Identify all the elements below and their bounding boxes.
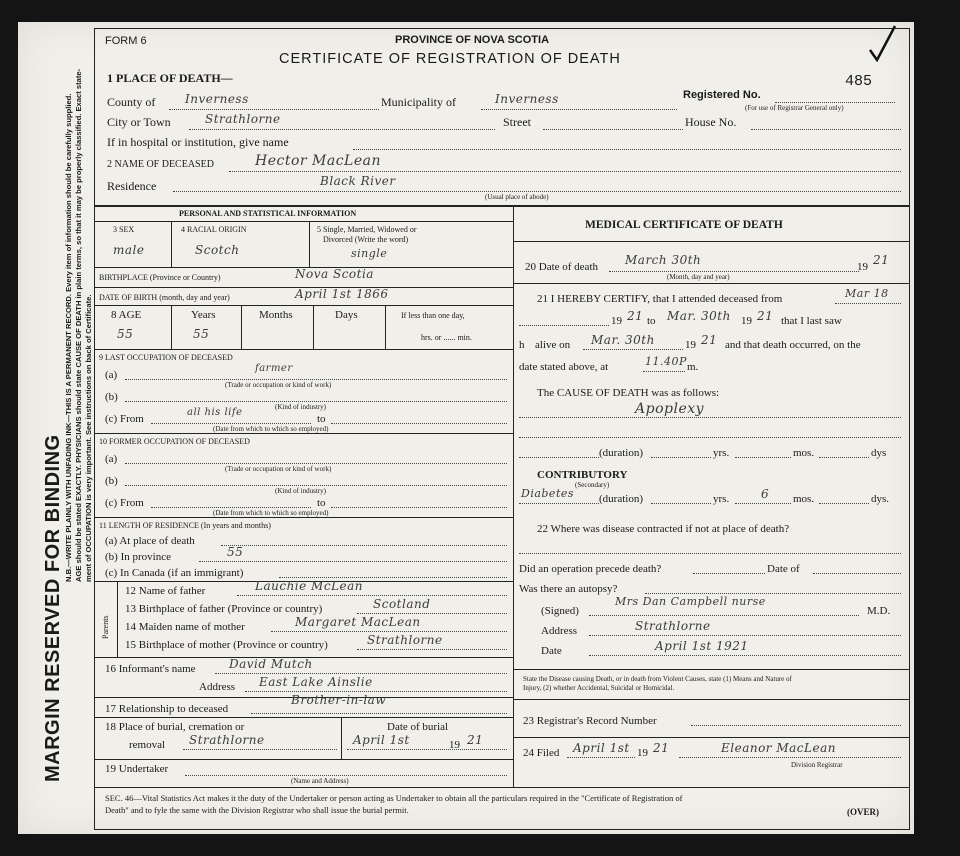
city-label: City or Town [107, 115, 171, 129]
margin-note-3: ment of OCCUPATION is very important. See instructions on back of Certificate. [84, 294, 93, 582]
occupation-b-label: (b) [105, 391, 118, 403]
dob-label: DATE OF BIRTH (month, day and year) [99, 293, 230, 302]
father-birthplace-value: Scotland [373, 597, 431, 611]
certify-text: 21 I HEREBY CERTIFY, that I attended deceased from [537, 293, 783, 305]
contrib-yrs-label: yrs. [713, 493, 730, 505]
registered-no-value: 485 [845, 73, 873, 90]
duration-yrs-label: yrs. [713, 447, 730, 459]
signer-address-label: Address [541, 625, 578, 637]
date-of-death-value: March 30th [625, 253, 702, 267]
trade-note: (Trade or occupation or kind of work) [225, 381, 332, 389]
former-b-label: (b) [105, 475, 118, 487]
occupation-to-label: to [317, 413, 326, 425]
attended-year-b: 19 [741, 315, 752, 327]
former-date-note: (Date from which to which so employed) [213, 509, 329, 517]
years-value: 55 [193, 327, 210, 341]
occupation-a-value: farmer [255, 363, 293, 374]
county-value: Inverness [185, 92, 249, 106]
sex-label: 3 SEX [113, 225, 135, 234]
burial-year-prefix: 19 [449, 739, 460, 751]
autopsy-label: Was there an autopsy? [519, 583, 618, 595]
hospital-label: If in hospital or institution, give name [107, 135, 289, 149]
contrib-duration-label: (duration) [599, 493, 643, 505]
father-birthplace-label: 13 Birthplace of father (Province or country) [125, 603, 323, 615]
undertaker-label: 19 Undertaker [105, 763, 169, 775]
county-label: County of [107, 95, 156, 109]
burial-label-2: removal [129, 739, 166, 751]
attended-year-b-value: 21 [757, 309, 774, 323]
informant-name-value: David Mutch [229, 657, 313, 671]
sec-46-note-1: SEC. 46—Vital Statistics Act makes it the duty of the Undertaker or person acting as Undertaker to obtain all the particulars required in the "Certificate of Registration of [105, 793, 683, 803]
registrar-record-label: 23 Registrar's Record Number [523, 715, 657, 727]
date-of-death-label: 20 Date of death [525, 261, 598, 273]
months-label: Months [259, 309, 293, 321]
margin-note-2: AGE should be stated EXACTLY. PHYSICIANS should state CAUSE OF DEATH in plain terms, so that it may be properly classified. Exact state- [74, 68, 83, 582]
age-value: 55 [117, 327, 134, 341]
time-of-death-value: 11.40P [645, 355, 687, 368]
marital-value: single [351, 247, 388, 260]
in-province-value: 55 [227, 545, 244, 559]
informant-name-label: 16 Informant's name [105, 663, 196, 675]
violent-note-2: Injury, (2) whether Accidental, Suicidal or Homicidal. [523, 684, 675, 692]
registrar-signature: Eleanor MacLean [721, 741, 836, 755]
relationship-label: 17 Relationship to deceased [105, 703, 229, 715]
stated-above-label: date stated above, at [519, 361, 609, 373]
at-place-label: (a) At place of death [105, 535, 195, 547]
attended-from-value: Mar 18 [845, 287, 889, 300]
birthplace-label: BIRTHPLACE (Province or Country) [99, 273, 221, 282]
contracted-label: 22 Where was disease contracted if not at place of death? [537, 523, 790, 535]
mother-birthplace-value: Strathlorne [367, 633, 443, 647]
former-from-label: (c) From [105, 497, 144, 509]
days-label: Days [335, 309, 358, 321]
cause-of-death-value: Apoplexy [635, 401, 705, 417]
alive-year-value: 21 [701, 333, 718, 347]
registered-note: (For use of Registrar General only) [745, 104, 844, 112]
contributory-value: Diabetes [521, 487, 575, 500]
in-province-label: (b) In province [105, 551, 171, 563]
abode-note: (Usual place of abode) [485, 193, 549, 201]
contrib-dys-label: dys. [871, 493, 890, 505]
death-occurred-label: and that death occurred, on the [725, 339, 861, 351]
alive-on-value: Mar. 30th [591, 333, 655, 347]
street-label: Street [503, 115, 531, 129]
occupation-from-label: (c) From [105, 413, 144, 425]
name-of-deceased-value: Hector MacLean [255, 153, 381, 169]
last-occupation-heading: 9 LAST OCCUPATION OF DECEASED [99, 353, 233, 362]
duration-mos-label: mos. [793, 447, 815, 459]
parents-side-label: Parents [101, 615, 110, 639]
former-to-label: to [317, 497, 326, 509]
registered-no-label: Registered No. [683, 89, 761, 101]
certificate-sheet [18, 22, 914, 834]
date-of-death-note: (Month, day and year) [667, 273, 730, 281]
alive-year-prefix: 19 [685, 339, 696, 351]
filed-year-value: 21 [653, 741, 670, 755]
alive-prefix: h [519, 339, 525, 351]
attended-year-a: 19 [611, 315, 622, 327]
alive-label: alive on [535, 339, 571, 351]
signed-date-value: April 1st 1921 [655, 639, 749, 653]
certificate-form [94, 28, 910, 830]
filed-year-prefix: 19 [637, 747, 648, 759]
years-label: Years [191, 309, 216, 321]
sec-46-note-2: Death" and to fyle the same with the Division Registrar who shall issue the burial permit. [105, 805, 409, 815]
signed-date-label: Date [541, 645, 562, 657]
signer-address-value: Strathlorne [635, 619, 711, 633]
former-industry-note: (Kind of industry) [275, 487, 326, 495]
cause-heading: The CAUSE OF DEATH was as follows: [537, 387, 720, 399]
filed-label: 24 Filed [523, 747, 560, 759]
violent-note-1: State the Disease causing Death, or in death from Violent Causes, state (1) Means and Nature of [523, 675, 792, 683]
municipality-label: Municipality of [381, 95, 456, 109]
hrs-min-label: hrs. or ...... min. [421, 333, 472, 342]
sex-value: male [113, 243, 145, 257]
occupation-from-value: all his life [187, 407, 243, 418]
signed-value: Mrs Dan Campbell nurse [615, 595, 766, 608]
place-of-death-heading: 1 PLACE OF DEATH— [107, 71, 233, 85]
age-label: 8 AGE [111, 309, 142, 321]
medical-heading: MEDICAL CERTIFICATE OF DEATH [585, 219, 783, 231]
industry-note: (Kind of industry) [275, 403, 326, 411]
city-value: Strathlorne [205, 112, 281, 126]
former-occupation-heading: 10 FORMER OCCUPATION OF DECEASED [99, 437, 250, 446]
page-title: CERTIFICATE OF REGISTRATION OF DEATH [279, 51, 621, 67]
contrib-mos-label: mos. [793, 493, 815, 505]
informant-address-value: East Lake Ainslie [259, 675, 373, 689]
personal-heading: PERSONAL AND STATISTICAL INFORMATION [179, 209, 357, 218]
binding-label: MARGIN RESERVED FOR BINDING [42, 434, 64, 782]
relationship-value: Brother-in-law [291, 693, 387, 707]
undertaker-note: (Name and Address) [291, 777, 349, 785]
marital-label-2: Divorced (Write the word) [323, 235, 409, 244]
signed-label: (Signed) [541, 605, 579, 617]
form-number: FORM 6 [105, 35, 147, 47]
birthplace-value: Nova Scotia [295, 267, 374, 281]
duration-dys-label: dys [871, 447, 887, 459]
attended-to-label: to [647, 315, 656, 327]
operation-label: Did an operation precede death? [519, 563, 662, 575]
burial-year-value: 21 [467, 733, 484, 747]
residence-label: Residence [107, 179, 157, 193]
duration-label: (duration) [599, 447, 643, 459]
less-than-day-label: If less than one day, [401, 311, 465, 320]
mother-birthplace-label: 15 Birthplace of mother (Province or country) [125, 639, 328, 651]
father-name-label: 12 Name of father [125, 585, 206, 597]
municipality-value: Inverness [495, 92, 559, 106]
province-label: PROVINCE OF NOVA SCOTIA [395, 34, 550, 46]
mother-name-label: 14 Maiden name of mother [125, 621, 245, 633]
over-label: (OVER) [847, 807, 879, 817]
contrib-mos-value: 6 [761, 487, 770, 501]
contributory-label: CONTRIBUTORY [537, 469, 628, 481]
death-year-value: 21 [873, 253, 890, 267]
division-registrar-label: Division Registrar [791, 761, 843, 769]
mother-name-value: Margaret MacLean [295, 615, 421, 629]
house-no-label: House No. [685, 115, 737, 129]
informant-address-label: Address [199, 681, 236, 693]
in-canada-label: (c) In Canada (if an immigrant) [105, 567, 244, 579]
burial-date-label: Date of burial [387, 721, 449, 733]
md-label: M.D. [867, 605, 891, 617]
race-value: Scotch [195, 243, 240, 257]
occupation-a-label: (a) [105, 369, 118, 381]
attended-to-value: Mar. 30th [667, 309, 731, 323]
margin-note-1: N.B.—WRITE PLAINLY WITH UNFADING INK—THIS IS A PERMANENT RECORD. Every item of information should be carefully supplied. [64, 93, 73, 582]
attended-year-a-value: 21 [627, 309, 644, 323]
burial-place-value: Strathlorne [189, 733, 265, 747]
operation-date-label: Date of [767, 563, 800, 575]
death-year-prefix: 19 [857, 261, 868, 273]
date-employed-note: (Date from which to which so employed) [213, 425, 329, 433]
secondary-note: (Secondary) [575, 481, 610, 489]
former-a-label: (a) [105, 453, 118, 465]
residence-value: Black River [320, 174, 396, 188]
father-name-value: Lauchie McLean [255, 579, 364, 593]
dob-value: April 1st 1866 [295, 287, 389, 301]
residence-length-heading: 11 LENGTH OF RESIDENCE (In years and months) [99, 521, 271, 530]
filed-date-value: April 1st [573, 741, 630, 755]
name-of-deceased-label: 2 NAME OF DECEASED [107, 159, 214, 170]
time-m-label: m. [687, 361, 699, 373]
race-label: 4 RACIAL ORIGIN [181, 225, 247, 234]
burial-date-value: April 1st [353, 733, 410, 747]
burial-label-1: 18 Place of burial, cremation or [105, 721, 245, 733]
last-saw-label: that I last saw [781, 315, 842, 327]
binding-margin [18, 22, 94, 834]
former-trade-note: (Trade or occupation or kind of work) [225, 465, 332, 473]
marital-label-1: 5 Single, Married, Widowed or [317, 225, 417, 234]
